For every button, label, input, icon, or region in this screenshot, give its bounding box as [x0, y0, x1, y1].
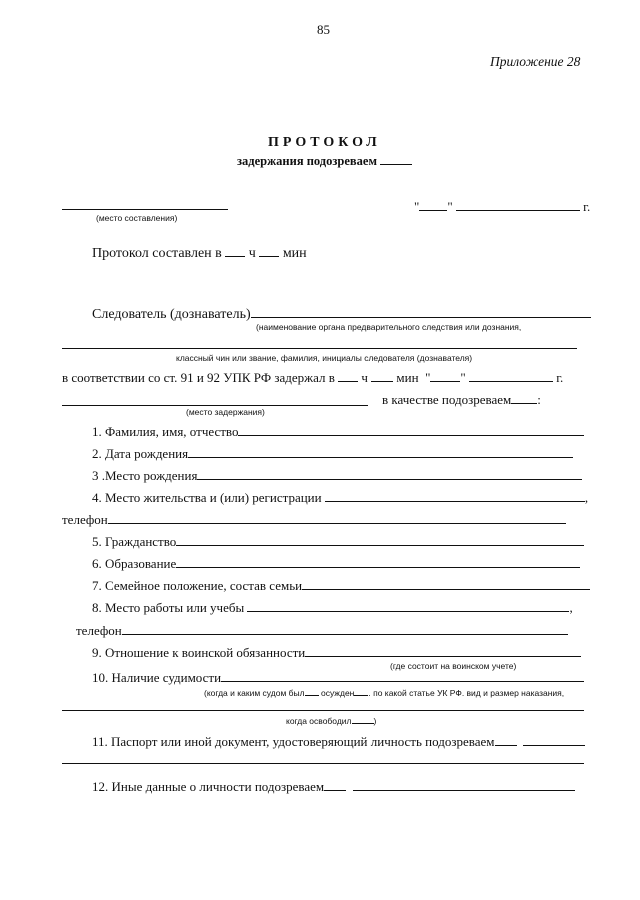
- field-other-data-label: 12. Иные данные о личности подозреваем: [92, 779, 325, 794]
- field-other-data-blank-b[interactable]: [353, 778, 575, 791]
- field-residence-label: 4. Место жительства и (или) регистрации: [92, 490, 322, 505]
- field-birth-date-label: 2. Дата рождения: [92, 446, 189, 461]
- field-other-data: [92, 778, 575, 795]
- field-criminal-record-caption-2: [286, 715, 376, 726]
- document-title: ПРОТОКОЛ: [268, 135, 381, 150]
- place-line[interactable]: [62, 209, 228, 210]
- field-passport-label: 11. Паспорт или иной документ, удостоверяющий личность подозреваем: [92, 734, 495, 749]
- investigator-line: [92, 305, 591, 323]
- field-passport: [92, 733, 585, 750]
- field-citizenship-label: 5. Гражданство: [92, 534, 177, 549]
- composed-time-label: Протокол составлен в: [92, 246, 222, 261]
- composed-hours-label: ч: [248, 246, 256, 261]
- composed-hours-blank[interactable]: [225, 244, 245, 257]
- date-month-blank[interactable]: [456, 198, 580, 211]
- detention-place-caption: (место задержания): [186, 407, 265, 417]
- detention-hours-blank[interactable]: [338, 369, 358, 382]
- as-suspect-label: в качестве подозреваем: [382, 392, 512, 407]
- field-birth-place-label: 3 .Место рождения: [92, 468, 198, 483]
- field-phone-1-blank[interactable]: [108, 511, 566, 524]
- composed-time-line: [92, 244, 307, 262]
- detention-month-blank[interactable]: [469, 369, 553, 382]
- field-work: [92, 599, 573, 616]
- field-education: [92, 555, 580, 572]
- investigator-label: Следователь (дознаватель): [92, 307, 251, 322]
- detention-place-line[interactable]: [62, 405, 368, 406]
- investigator-caption-1: (наименование органа предварительного следствия или дознания,: [256, 322, 522, 332]
- field-criminal-record-label: 10. Наличие судимости: [92, 670, 222, 685]
- detention-line: [62, 369, 563, 386]
- criminal-caption-blank-b[interactable]: [354, 687, 368, 696]
- composed-minutes-blank[interactable]: [259, 244, 279, 257]
- detention-quote-close: ": [460, 370, 466, 385]
- page-number: 85: [317, 22, 330, 37]
- date-quote-open: ": [414, 199, 420, 214]
- composed-minutes-label: мин: [282, 246, 307, 261]
- field-military: [92, 644, 581, 661]
- detention-minutes-blank[interactable]: [371, 369, 393, 382]
- field-birth-place-blank[interactable]: [197, 467, 582, 480]
- field-phone-2: [76, 622, 568, 639]
- field-work-blank[interactable]: [247, 599, 569, 612]
- field-citizenship: [92, 533, 584, 550]
- as-suspect-colon: :: [537, 392, 541, 407]
- detention-quote-open: ": [425, 370, 431, 385]
- detention-day-blank[interactable]: [430, 369, 460, 382]
- field-birth-date-blank[interactable]: [188, 445, 573, 458]
- date-quote-close: ": [447, 199, 453, 214]
- field-work-comma: ,: [569, 600, 573, 615]
- detention-hours-label: ч: [361, 370, 368, 385]
- field-phone-2-label: телефон: [76, 623, 122, 638]
- criminal-caption2-end: ): [373, 716, 377, 726]
- criminal-record-line-2[interactable]: [62, 710, 584, 711]
- date-year-suffix: г.: [583, 199, 591, 214]
- field-full-name-blank[interactable]: [238, 423, 584, 436]
- field-criminal-record: [92, 669, 584, 686]
- field-education-label: 6. Образование: [92, 556, 177, 571]
- field-military-caption: (где состоит на воинском учете): [390, 661, 517, 671]
- criminal-caption-b: осужден: [320, 688, 355, 698]
- field-residence-comma: ,: [584, 490, 589, 505]
- date-day-blank[interactable]: [419, 198, 447, 211]
- field-passport-blank-a[interactable]: [495, 733, 517, 746]
- field-criminal-record-caption: [204, 687, 564, 698]
- field-education-blank[interactable]: [176, 555, 580, 568]
- detention-minutes-label: мин: [396, 370, 419, 385]
- field-other-data-blank-a[interactable]: [324, 778, 346, 791]
- investigator-line-2[interactable]: [62, 348, 577, 349]
- criminal-caption-c: . по какой статье УК РФ. вид и размер наказания,: [368, 688, 565, 698]
- field-passport-blank-b[interactable]: [523, 733, 585, 746]
- field-full-name: [92, 423, 584, 440]
- subtitle-blank[interactable]: [380, 152, 412, 165]
- detention-year-suffix: г.: [556, 370, 564, 385]
- investigator-blank[interactable]: [251, 305, 591, 318]
- field-residence: [92, 489, 588, 506]
- passport-line-2[interactable]: [62, 763, 584, 764]
- criminal-caption-a: (когда и каким судом был: [204, 688, 305, 698]
- as-suspect-blank[interactable]: [511, 391, 537, 404]
- appendix-label: Приложение 28: [490, 54, 581, 69]
- field-military-label: 9. Отношение к воинской обязанности: [92, 645, 306, 660]
- field-criminal-record-blank[interactable]: [221, 669, 584, 682]
- criminal-caption2-blank[interactable]: [352, 715, 374, 724]
- date-field: [414, 198, 590, 215]
- field-full-name-label: 1. Фамилия, имя, отчество: [92, 424, 239, 439]
- field-family-blank[interactable]: [302, 577, 590, 590]
- field-work-label: 8. Место работы или учебы: [92, 600, 245, 615]
- investigator-caption-2: классный чин или звание, фамилия, инициалы следователя (дознавателя): [176, 353, 473, 363]
- field-phone-2-blank[interactable]: [122, 622, 568, 635]
- detention-prefix: в соответствии со ст. 91 и 92 УПК РФ задержал в: [62, 370, 335, 385]
- field-citizenship-blank[interactable]: [176, 533, 584, 546]
- document-subtitle: [237, 152, 412, 169]
- field-phone-1-label: телефон: [62, 512, 108, 527]
- criminal-caption-blank-a[interactable]: [305, 687, 319, 696]
- field-phone-1: [62, 511, 566, 528]
- as-suspect-line: [382, 391, 541, 408]
- subtitle-text: задержания подозреваем: [237, 154, 377, 168]
- field-residence-blank[interactable]: [325, 489, 585, 502]
- field-family: [92, 577, 590, 594]
- field-birth-place: [92, 467, 582, 484]
- field-birth-date: [92, 445, 573, 462]
- criminal-caption2-text: когда освободил: [286, 716, 352, 726]
- field-family-label: 7. Семейное положение, состав семьи: [92, 578, 303, 593]
- place-caption: (место составления): [96, 213, 178, 223]
- field-military-blank[interactable]: [305, 644, 581, 657]
